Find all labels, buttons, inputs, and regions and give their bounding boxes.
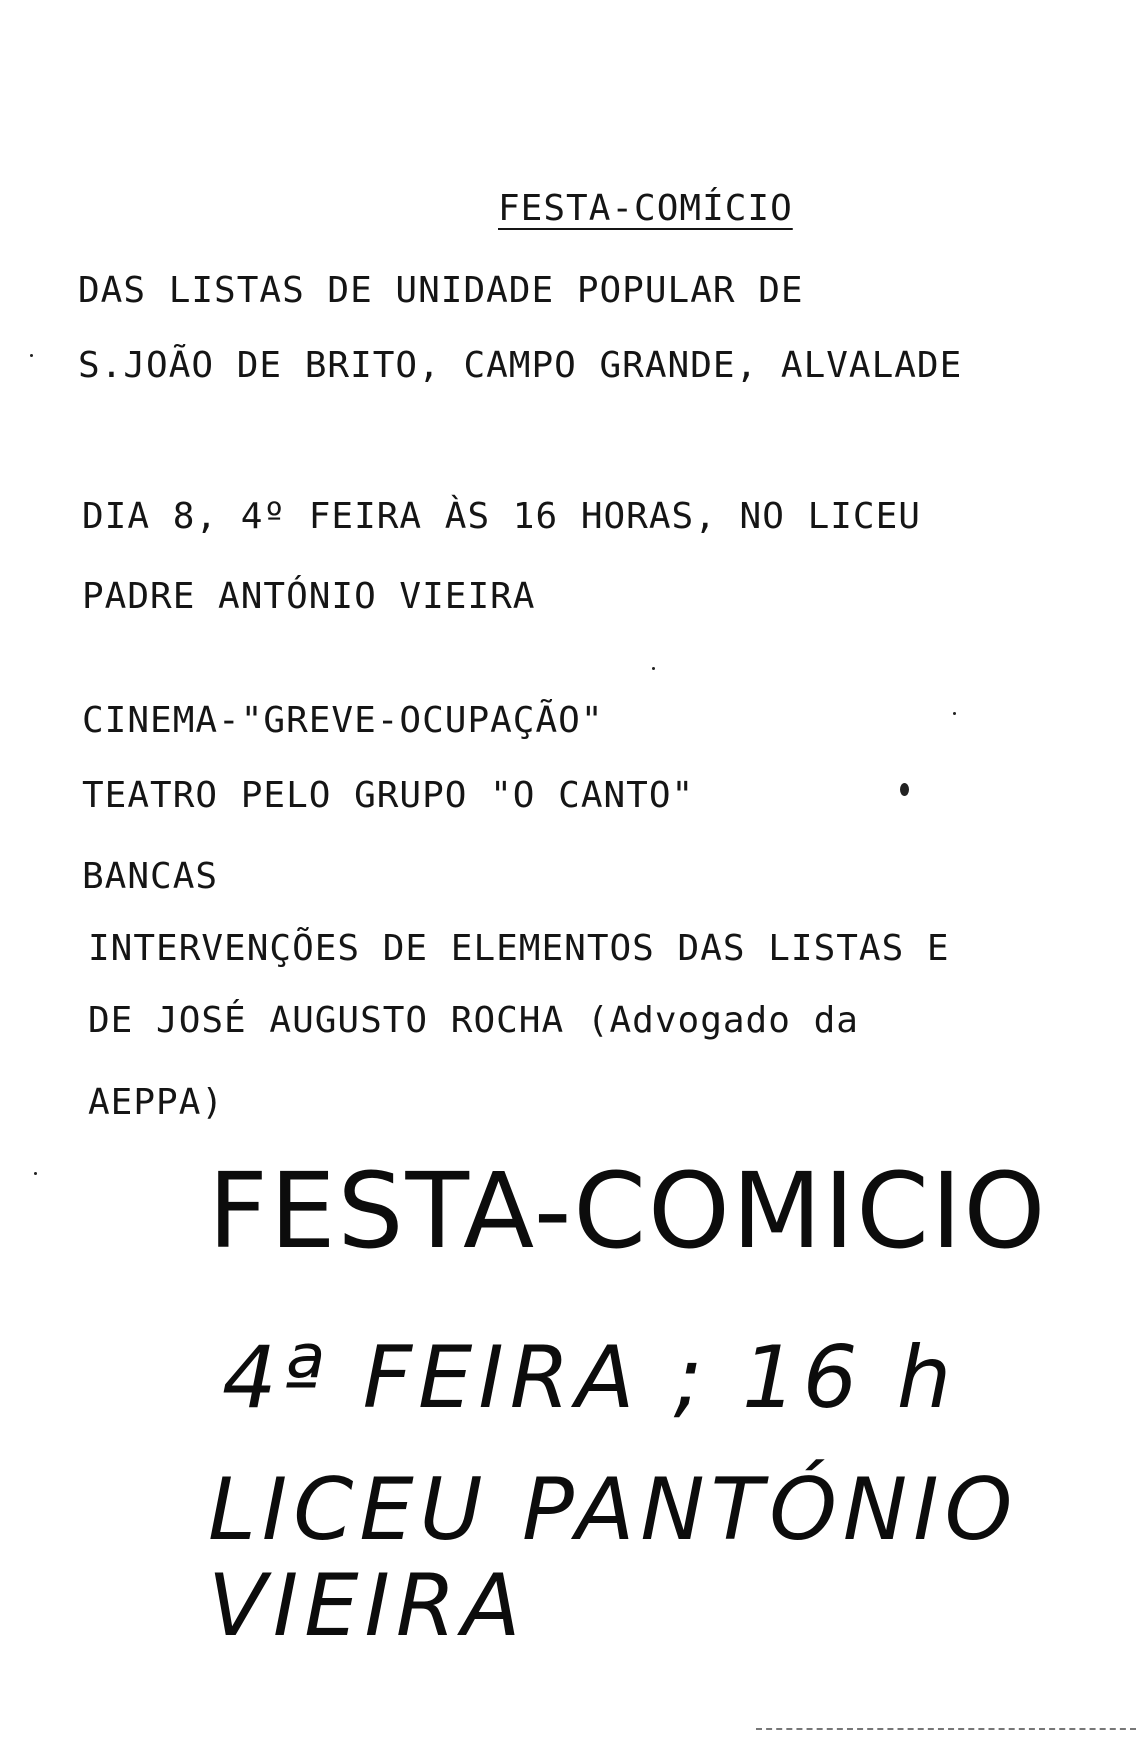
document-title: FESTA-COMÍCIO xyxy=(498,188,793,229)
program-item-speaker: DE JOSÉ AUGUSTO ROCHA (Advogado da xyxy=(88,1000,859,1041)
event-date-line: DIA 8, 4º FEIRA ÀS 16 HORAS, NO LICEU xyxy=(82,496,921,537)
subtitle-line-2: S.JOÃO DE BRITO, CAMPO GRANDE, ALVALADE xyxy=(78,345,963,386)
program-item-cinema: CINEMA-"GREVE-OCUPAÇÃO" xyxy=(82,700,604,741)
handwritten-place-line-2: VIEIRA xyxy=(208,1556,527,1656)
program-item-interventions: INTERVENÇÕES DE ELEMENTOS DAS LISTAS E xyxy=(88,928,950,969)
ink-speck xyxy=(953,712,956,715)
ink-speck xyxy=(30,354,33,357)
ink-speck xyxy=(900,783,909,796)
program-item-theatre: TEATRO PELO GRUPO "O CANTO" xyxy=(82,775,695,816)
handwritten-day-time: 4ª FEIRA ; 16 h xyxy=(222,1328,958,1428)
subtitle-line-1: DAS LISTAS DE UNIDADE POPULAR DE xyxy=(78,270,804,311)
program-item-stalls: BANCAS xyxy=(82,856,219,897)
handwritten-place-line-1: LICEU PANTÓNIO xyxy=(208,1460,1019,1560)
page-edge-rule xyxy=(756,1728,1136,1730)
event-venue-line: PADRE ANTÓNIO VIEIRA xyxy=(82,576,536,617)
ink-speck xyxy=(34,1172,37,1175)
program-item-speaker-end: AEPPA) xyxy=(88,1082,225,1123)
ink-speck xyxy=(652,667,655,670)
handwritten-title: FESTA-COMICIO xyxy=(208,1150,1048,1272)
